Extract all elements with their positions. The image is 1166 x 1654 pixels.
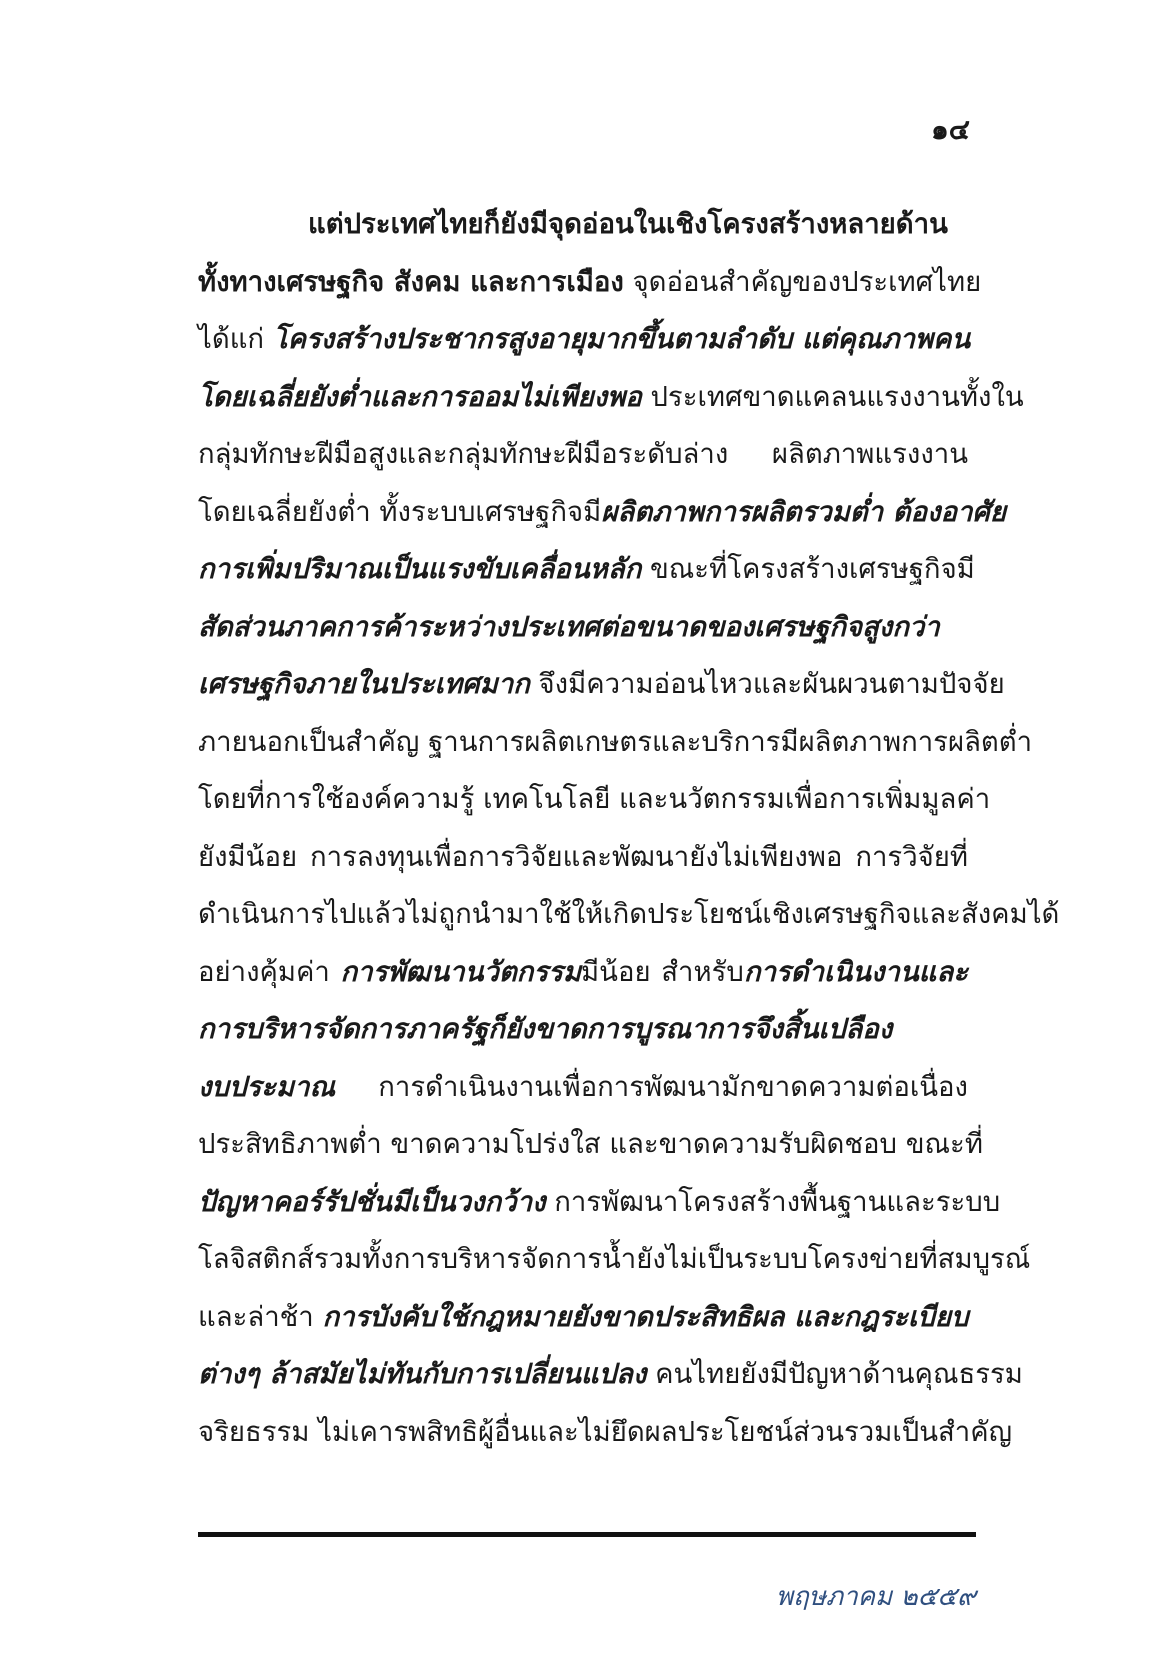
emphasis-text: แต่ประเทศไทยก็ยังมีจุดอ่อนในเชิงโครงสร้างหลายด้าน (308, 208, 948, 240)
emphasis-text: ต่างๆ ล้าสมัยไม่ทันกับการเปลี่ยนแปลง (198, 1358, 647, 1390)
plain-text: จริยธรรม ไม่เคารพสิทธิผู้อื่นและไม่ยึดผลประโยชน์ส่วนรวมเป็นสำคัญ (198, 1415, 1013, 1448)
plain-text: มีน้อย สำหรับ (581, 955, 744, 988)
body-paragraph (198, 196, 1060, 1461)
text-line (198, 254, 982, 312)
page-number: ๑๔ (931, 113, 970, 146)
plain-text: การพัฒนาโครงสร้างพื้นฐานและระบบ (545, 1185, 1001, 1218)
text-line (198, 541, 975, 599)
text-line (198, 484, 1007, 542)
text-line (198, 886, 1060, 944)
plain-text: อย่างคุ้มค่า (198, 955, 341, 988)
emphasis-text: โครงสร้างประชากรสูงอายุมากขึ้นตามลำดับ แต่คุณภาพคน (272, 323, 971, 355)
plain-text: ประเทศขาดแคลนแรงงานทั้งใน (641, 380, 1024, 413)
text-line (198, 829, 968, 887)
plain-text: ขณะที่โครงสร้างเศรษฐกิจมี (641, 553, 975, 585)
text-line (198, 1231, 1031, 1289)
emphasis-text: สัดส่วนภาคการค้าระหว่างประเทศต่อขนาดของเศรษฐกิจสูงกว่า (198, 610, 940, 643)
text-line (198, 426, 968, 484)
text-line (198, 369, 1024, 427)
text-line (198, 599, 968, 657)
emphasis-text: ปัญหาคอร์รัปชั่นมีเป็นวงกว้าง (198, 1185, 546, 1218)
text-line (198, 1059, 968, 1117)
emphasis-text: ทั้งทางเศรษฐกิจ สังคม และการเมือง (198, 265, 624, 298)
emphasis-text: เศรษฐกิจภายในประเทศมาก (198, 668, 530, 700)
plain-text: โลจิสติกส์รวมทั้งการบริหารจัดการน้ำยังไม่เป็นระบบโครงข่ายที่สมบูรณ์ (198, 1243, 1031, 1275)
plain-text: ได้แก่ (198, 323, 273, 355)
plain-text: ประสิทธิภาพต่ำ ขาดความโปร่งใส และขาดความรับผิดชอบ ขณะที่ (198, 1128, 983, 1160)
plain-text: และล่าช้า (198, 1300, 323, 1333)
plain-text: จุดอ่อนสำคัญของประเทศไทย (623, 265, 982, 298)
emphasis-text: งบประมาณ (198, 1070, 335, 1103)
text-line (198, 311, 971, 369)
emphasis-text: ผลิตภาพการผลิตรวมต่ำ ต้องอาศัย (601, 495, 1007, 528)
text-line (198, 1116, 983, 1174)
text-line (198, 1001, 968, 1059)
plain-text: ดำเนินการไปแล้วไม่ถูกนำมาใช้ให้เกิดประโยชน์เชิงเศรษฐกิจและสังคมได้ (198, 898, 1060, 930)
text-line (198, 196, 968, 254)
emphasis-text: โดยเฉลี่ยยังต่ำและการออมไม่เพียงพอ (198, 380, 642, 413)
emphasis-text: การบังคับใช้กฎหมายยังขาดประสิทธิผล และกฎระเบียบ (322, 1300, 969, 1333)
emphasis-text: การบริหารจัดการภาครัฐก็ยังขาดการบูรณาการจึงสิ้นเปลือง (198, 1013, 893, 1045)
footer-date: พฤษภาคม ๒๕๕๙ (775, 1582, 976, 1612)
text-line (198, 714, 1033, 772)
plain-text: คนไทยยังมีปัญหาด้านคุณธรรม (646, 1358, 1023, 1390)
emphasis-text: การพัฒนานวัตกรรม (340, 955, 582, 988)
text-line (198, 944, 968, 1002)
emphasis-text: การเพิ่มปริมาณเป็นแรงขับเคลื่อนหลัก (198, 553, 642, 585)
plain-text: ภายนอกเป็นสำคัญ ฐานการผลิตเกษตรและบริการมีผลิตภาพการผลิตต่ำ (198, 725, 1033, 758)
plain-text: ยังมีน้อย การลงทุนเพื่อการวิจัยและพัฒนายังไม่เพียงพอ การวิจัยที่ (198, 840, 968, 873)
text-line (198, 1346, 1023, 1404)
text-line (198, 1174, 1001, 1232)
plain-text: โดยที่การใช้องค์ความรู้ เทคโนโลยี และนวัตกรรมเพื่อการเพิ่มมูลค่า (198, 783, 991, 815)
emphasis-text: การดำเนินงานและ (743, 955, 968, 988)
text-line (198, 656, 1005, 714)
footer-divider (198, 1532, 976, 1537)
text-line (198, 1404, 1013, 1462)
text-line (198, 771, 991, 829)
plain-text: กลุ่มทักษะฝีมือสูงและกลุ่มทักษะฝีมือระดับล่าง ผลิตภาพแรงงาน (198, 438, 968, 470)
text-line (198, 1289, 968, 1347)
plain-text: จึงมีความอ่อนไหวและผันผวนตามปัจจัย (529, 668, 1005, 700)
plain-text: การดำเนินงานเพื่อการพัฒนามักขาดความต่อเนื่อง (334, 1070, 968, 1103)
plain-text: โดยเฉลี่ยยังต่ำ ทั้งระบบเศรษฐกิจมี (198, 495, 602, 528)
